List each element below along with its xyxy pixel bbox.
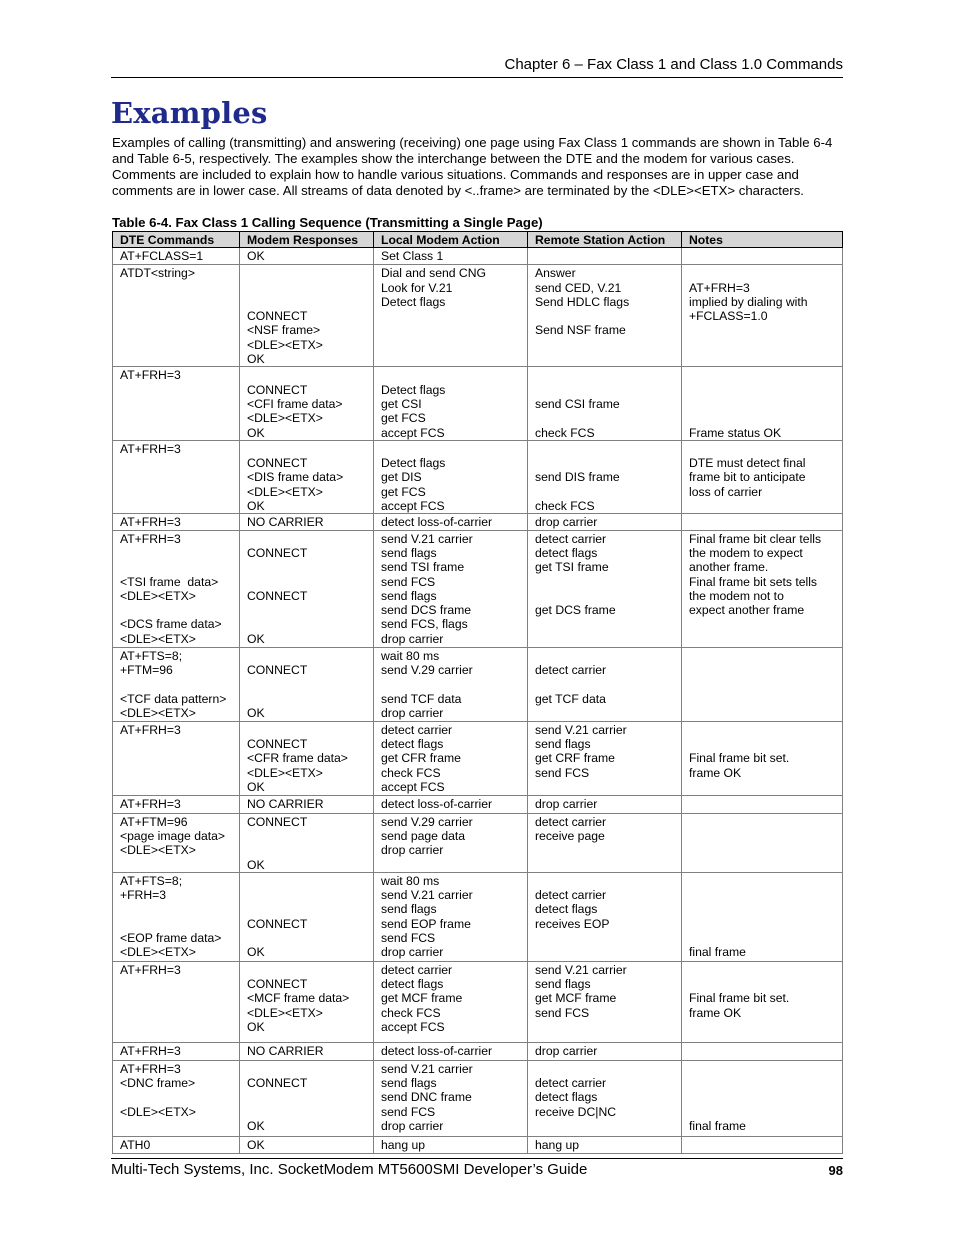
cell-modem-response: NO CARRIER xyxy=(240,795,374,813)
cell-note: Frame status OK xyxy=(682,367,843,440)
cell-local-action: Dial and send CNG Look for V.21 Detect flags xyxy=(374,265,528,367)
table-row xyxy=(113,514,843,530)
cell-local-action: detect loss-of-carrier xyxy=(374,795,528,813)
page-footer xyxy=(111,1158,843,1178)
col-remote-station-action: Remote Station Action xyxy=(528,232,682,248)
cell-dte-command: AT+FRH=3 xyxy=(113,1042,240,1060)
cell-local-action: send V.29 carrier send page data drop carrier xyxy=(374,813,528,872)
table-body xyxy=(113,248,843,1154)
cell-local-action: detect carrier detect flags get CFR frame check FCS accept FCS xyxy=(374,721,528,795)
cell-remote-action: send V.21 carrier send flags get CRF frame send FCS xyxy=(528,721,682,795)
cell-dte-command: AT+FRH=3 xyxy=(113,514,240,530)
cell-note: AT+FRH=3 implied by dialing with +FCLASS=1.0 xyxy=(682,265,843,367)
cell-modem-response: CONNECT OK xyxy=(240,647,374,721)
cell-local-action: wait 80 ms send V.29 carrier send TCF data drop carrier xyxy=(374,647,528,721)
cell-remote-action: detect carrier detect flags receive DC|NC xyxy=(528,1060,682,1136)
cell-remote-action: drop carrier xyxy=(528,1042,682,1060)
cell-local-action: detect loss-of-carrier xyxy=(374,514,528,530)
cell-dte-command: AT+FTM=96 <page image data> <DLE><ETX> xyxy=(113,813,240,872)
table-row xyxy=(113,795,843,813)
col-dte-commands: DTE Commands xyxy=(113,232,240,248)
cell-note: final frame xyxy=(682,872,843,961)
cell-dte-command: AT+FRH=3 xyxy=(113,721,240,795)
cell-note xyxy=(682,795,843,813)
table-row xyxy=(113,265,843,367)
cell-dte-command: AT+FRH=3 xyxy=(113,961,240,1042)
cell-modem-response: CONNECT <MCF frame data> <DLE><ETX> OK xyxy=(240,961,374,1042)
cell-remote-action: send V.21 carrier send flags get MCF frame send FCS xyxy=(528,961,682,1042)
table-row xyxy=(113,367,843,440)
cell-local-action: wait 80 ms send V.21 carrier send flags send EOP frame send FCS drop carrier xyxy=(374,872,528,961)
cell-remote-action: detect carrier detect flags receives EOP xyxy=(528,872,682,961)
cell-dte-command: AT+FRH=3 xyxy=(113,795,240,813)
footer-text: Multi-Tech Systems, Inc. SocketModem MT5600SMI Developer’s Guide xyxy=(111,1161,588,1178)
col-modem-responses: Modem Responses xyxy=(240,232,374,248)
cell-remote-action: detect carrier get TCF data xyxy=(528,647,682,721)
cell-modem-response: NO CARRIER xyxy=(240,514,374,530)
cell-dte-command: ATH0 xyxy=(113,1136,240,1153)
cell-note xyxy=(682,1042,843,1060)
cell-remote-action: drop carrier xyxy=(528,795,682,813)
cell-remote-action: send CSI frame check FCS xyxy=(528,367,682,440)
cell-dte-command: AT+FRH=3 xyxy=(113,440,240,513)
cell-remote-action: drop carrier xyxy=(528,514,682,530)
cell-local-action: Set Class 1 xyxy=(374,248,528,265)
cell-dte-command: AT+FRH=3 <TSI frame data> <DLE><ETX> <DCS frame data> <DLE><ETX> xyxy=(113,530,240,647)
table-row xyxy=(113,1042,843,1060)
cell-modem-response: OK xyxy=(240,1136,374,1153)
table-row xyxy=(113,440,843,513)
cell-note: final frame xyxy=(682,1060,843,1136)
table-row xyxy=(113,872,843,961)
cell-dte-command: AT+FTS=8; +FRH=3 <EOP frame data> <DLE><ETX> xyxy=(113,872,240,961)
table-row xyxy=(113,248,843,265)
cell-modem-response: CONNECT OK xyxy=(240,872,374,961)
page-number: 98 xyxy=(828,1163,843,1178)
table-row xyxy=(113,1136,843,1153)
cell-modem-response: CONNECT <NSF frame> <DLE><ETX> OK xyxy=(240,265,374,367)
table-row xyxy=(113,961,843,1042)
table-row xyxy=(113,1060,843,1136)
cell-dte-command: AT+FTS=8; +FTM=96 <TCF data pattern> <DLE><ETX> xyxy=(113,647,240,721)
cell-modem-response: CONNECT <CFR frame data> <DLE><ETX> OK xyxy=(240,721,374,795)
cell-modem-response: OK xyxy=(240,248,374,265)
cell-note: Final frame bit set. frame OK xyxy=(682,961,843,1042)
cell-dte-command: AT+FCLASS=1 xyxy=(113,248,240,265)
col-notes: Notes xyxy=(682,232,843,248)
cell-dte-command: ATDT<string> xyxy=(113,265,240,367)
cell-remote-action: hang up xyxy=(528,1136,682,1153)
cell-note: DTE must detect final frame bit to anticipate loss of carrier xyxy=(682,440,843,513)
table-caption: Table 6-4. Fax Class 1 Calling Sequence (Transmitting a Single Page) xyxy=(112,215,543,230)
cell-local-action: send V.21 carrier send flags send DNC frame send FCS drop carrier xyxy=(374,1060,528,1136)
cell-note xyxy=(682,813,843,872)
cell-local-action: detect carrier detect flags get MCF frame check FCS accept FCS xyxy=(374,961,528,1042)
cell-note: Final frame bit clear tells the modem to expect another frame. Final frame bit sets tells the modem not to expect another frame xyxy=(682,530,843,647)
cell-local-action: hang up xyxy=(374,1136,528,1153)
cell-note xyxy=(682,248,843,265)
cell-modem-response: NO CARRIER xyxy=(240,1042,374,1060)
cell-local-action: send V.21 carrier send flags send TSI frame send FCS send flags send DCS frame send FCS, flags drop carrier xyxy=(374,530,528,647)
cell-local-action: detect loss-of-carrier xyxy=(374,1042,528,1060)
cell-note xyxy=(682,1136,843,1153)
cell-modem-response: CONNECT <CFI frame data> <DLE><ETX> OK xyxy=(240,367,374,440)
cell-note xyxy=(682,647,843,721)
cell-note: Final frame bit set. frame OK xyxy=(682,721,843,795)
cell-dte-command: AT+FRH=3 <DNC frame> <DLE><ETX> xyxy=(113,1060,240,1136)
cell-dte-command: AT+FRH=3 xyxy=(113,367,240,440)
cell-remote-action: send DIS frame check FCS xyxy=(528,440,682,513)
chapter-title: Chapter 6 – Fax Class 1 and Class 1.0 Commands xyxy=(504,56,843,73)
cell-remote-action xyxy=(528,248,682,265)
cell-local-action: Detect flags get DIS get FCS accept FCS xyxy=(374,440,528,513)
intro-paragraph: Examples of calling (transmitting) and answering (receiving) one page using Fax Class 1 commands are shown in Table 6-4 and Table 6-5, respectively. The examples show the interchange between the DTE and the modem for various cases. Comments are included to explain how to handle various situations. Commands and responses are in upper case and comments are in lower case. All streams of data denoted by <..frame> are terminated by the <DLE><ETX> characters. xyxy=(112,135,833,198)
cell-modem-response: CONNECT CONNECT OK xyxy=(240,530,374,647)
table-row xyxy=(113,721,843,795)
section-title: Examples xyxy=(111,96,268,130)
cell-local-action: Detect flags get CSI get FCS accept FCS xyxy=(374,367,528,440)
cell-note xyxy=(682,514,843,530)
table-row xyxy=(113,813,843,872)
table-row xyxy=(113,530,843,647)
cell-remote-action: Answer send CED, V.21 Send HDLC flags Send NSF frame xyxy=(528,265,682,367)
page-header xyxy=(111,55,843,78)
cell-remote-action: detect carrier detect flags get TSI frame get DCS frame xyxy=(528,530,682,647)
cell-modem-response: CONNECT OK xyxy=(240,813,374,872)
col-local-modem-action: Local Modem Action xyxy=(374,232,528,248)
calling-sequence-table xyxy=(112,231,843,1154)
cell-modem-response: CONNECT <DIS frame data> <DLE><ETX> OK xyxy=(240,440,374,513)
table-header-row xyxy=(113,232,843,248)
cell-remote-action: detect carrier receive page xyxy=(528,813,682,872)
table-row xyxy=(113,647,843,721)
cell-modem-response: CONNECT OK xyxy=(240,1060,374,1136)
